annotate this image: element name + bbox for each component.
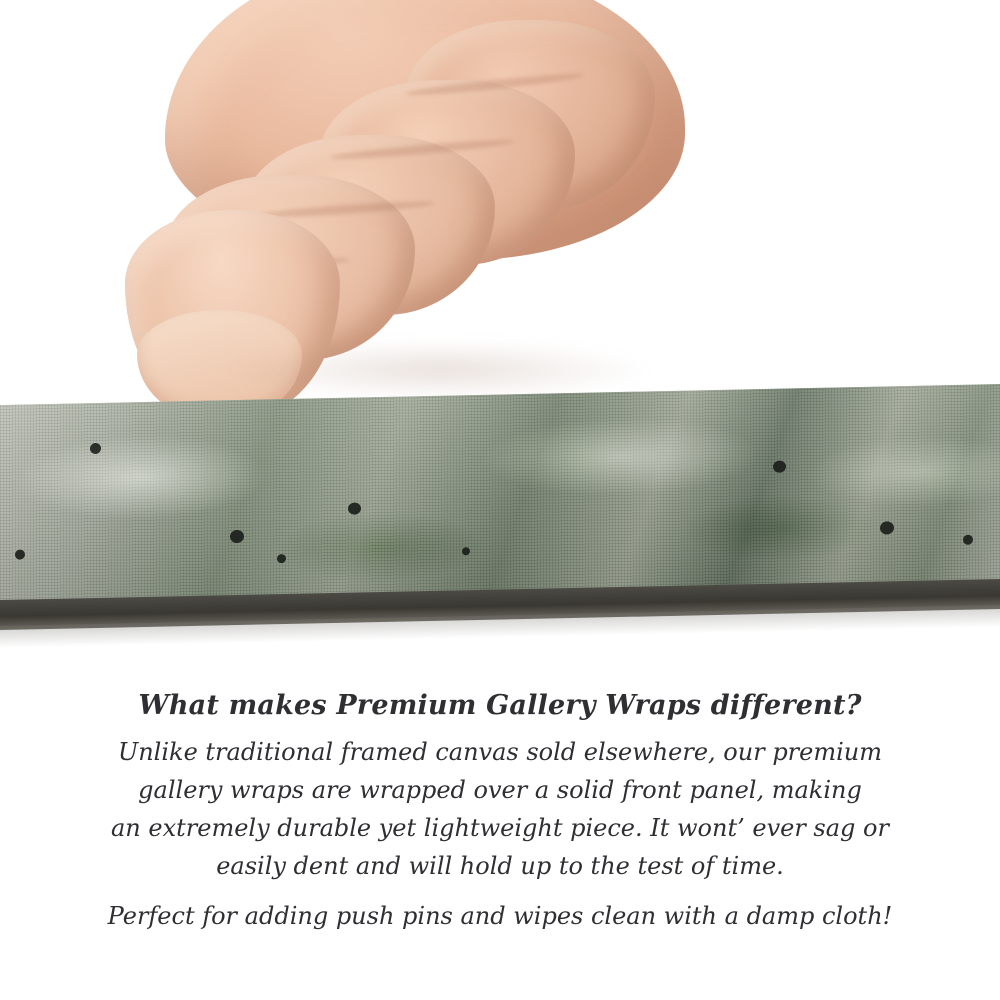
hand-shadow	[225, 340, 655, 400]
caption-closing-line: Perfect for adding push pins and wipes clean with a damp cloth!	[107, 902, 893, 930]
caption-block	[0, 690, 1000, 935]
canvas-speck	[880, 521, 894, 534]
caption-line: gallery wraps are wrapped over a solid front panel, making	[138, 776, 862, 804]
caption-line: an extremely durable yet lightweight piece. It wont’ ever sag or	[111, 814, 889, 842]
canvas-speck	[462, 547, 470, 555]
canvas-speck	[773, 461, 786, 473]
canvas-speck	[15, 549, 25, 559]
canvas-speck	[277, 554, 286, 563]
canvas-speck	[230, 530, 244, 543]
caption-line: Unlike traditional framed canvas sold elsewhere, our premium	[117, 738, 882, 766]
caption-line: easily dent and will hold up to the test of time.	[216, 852, 784, 880]
hand-icon	[105, 0, 705, 430]
caption-headline: What makes Premium Gallery Wraps different?	[138, 690, 862, 721]
canvas-speck	[963, 535, 973, 545]
canvas-speck	[348, 502, 361, 514]
canvas-speck	[90, 443, 101, 454]
